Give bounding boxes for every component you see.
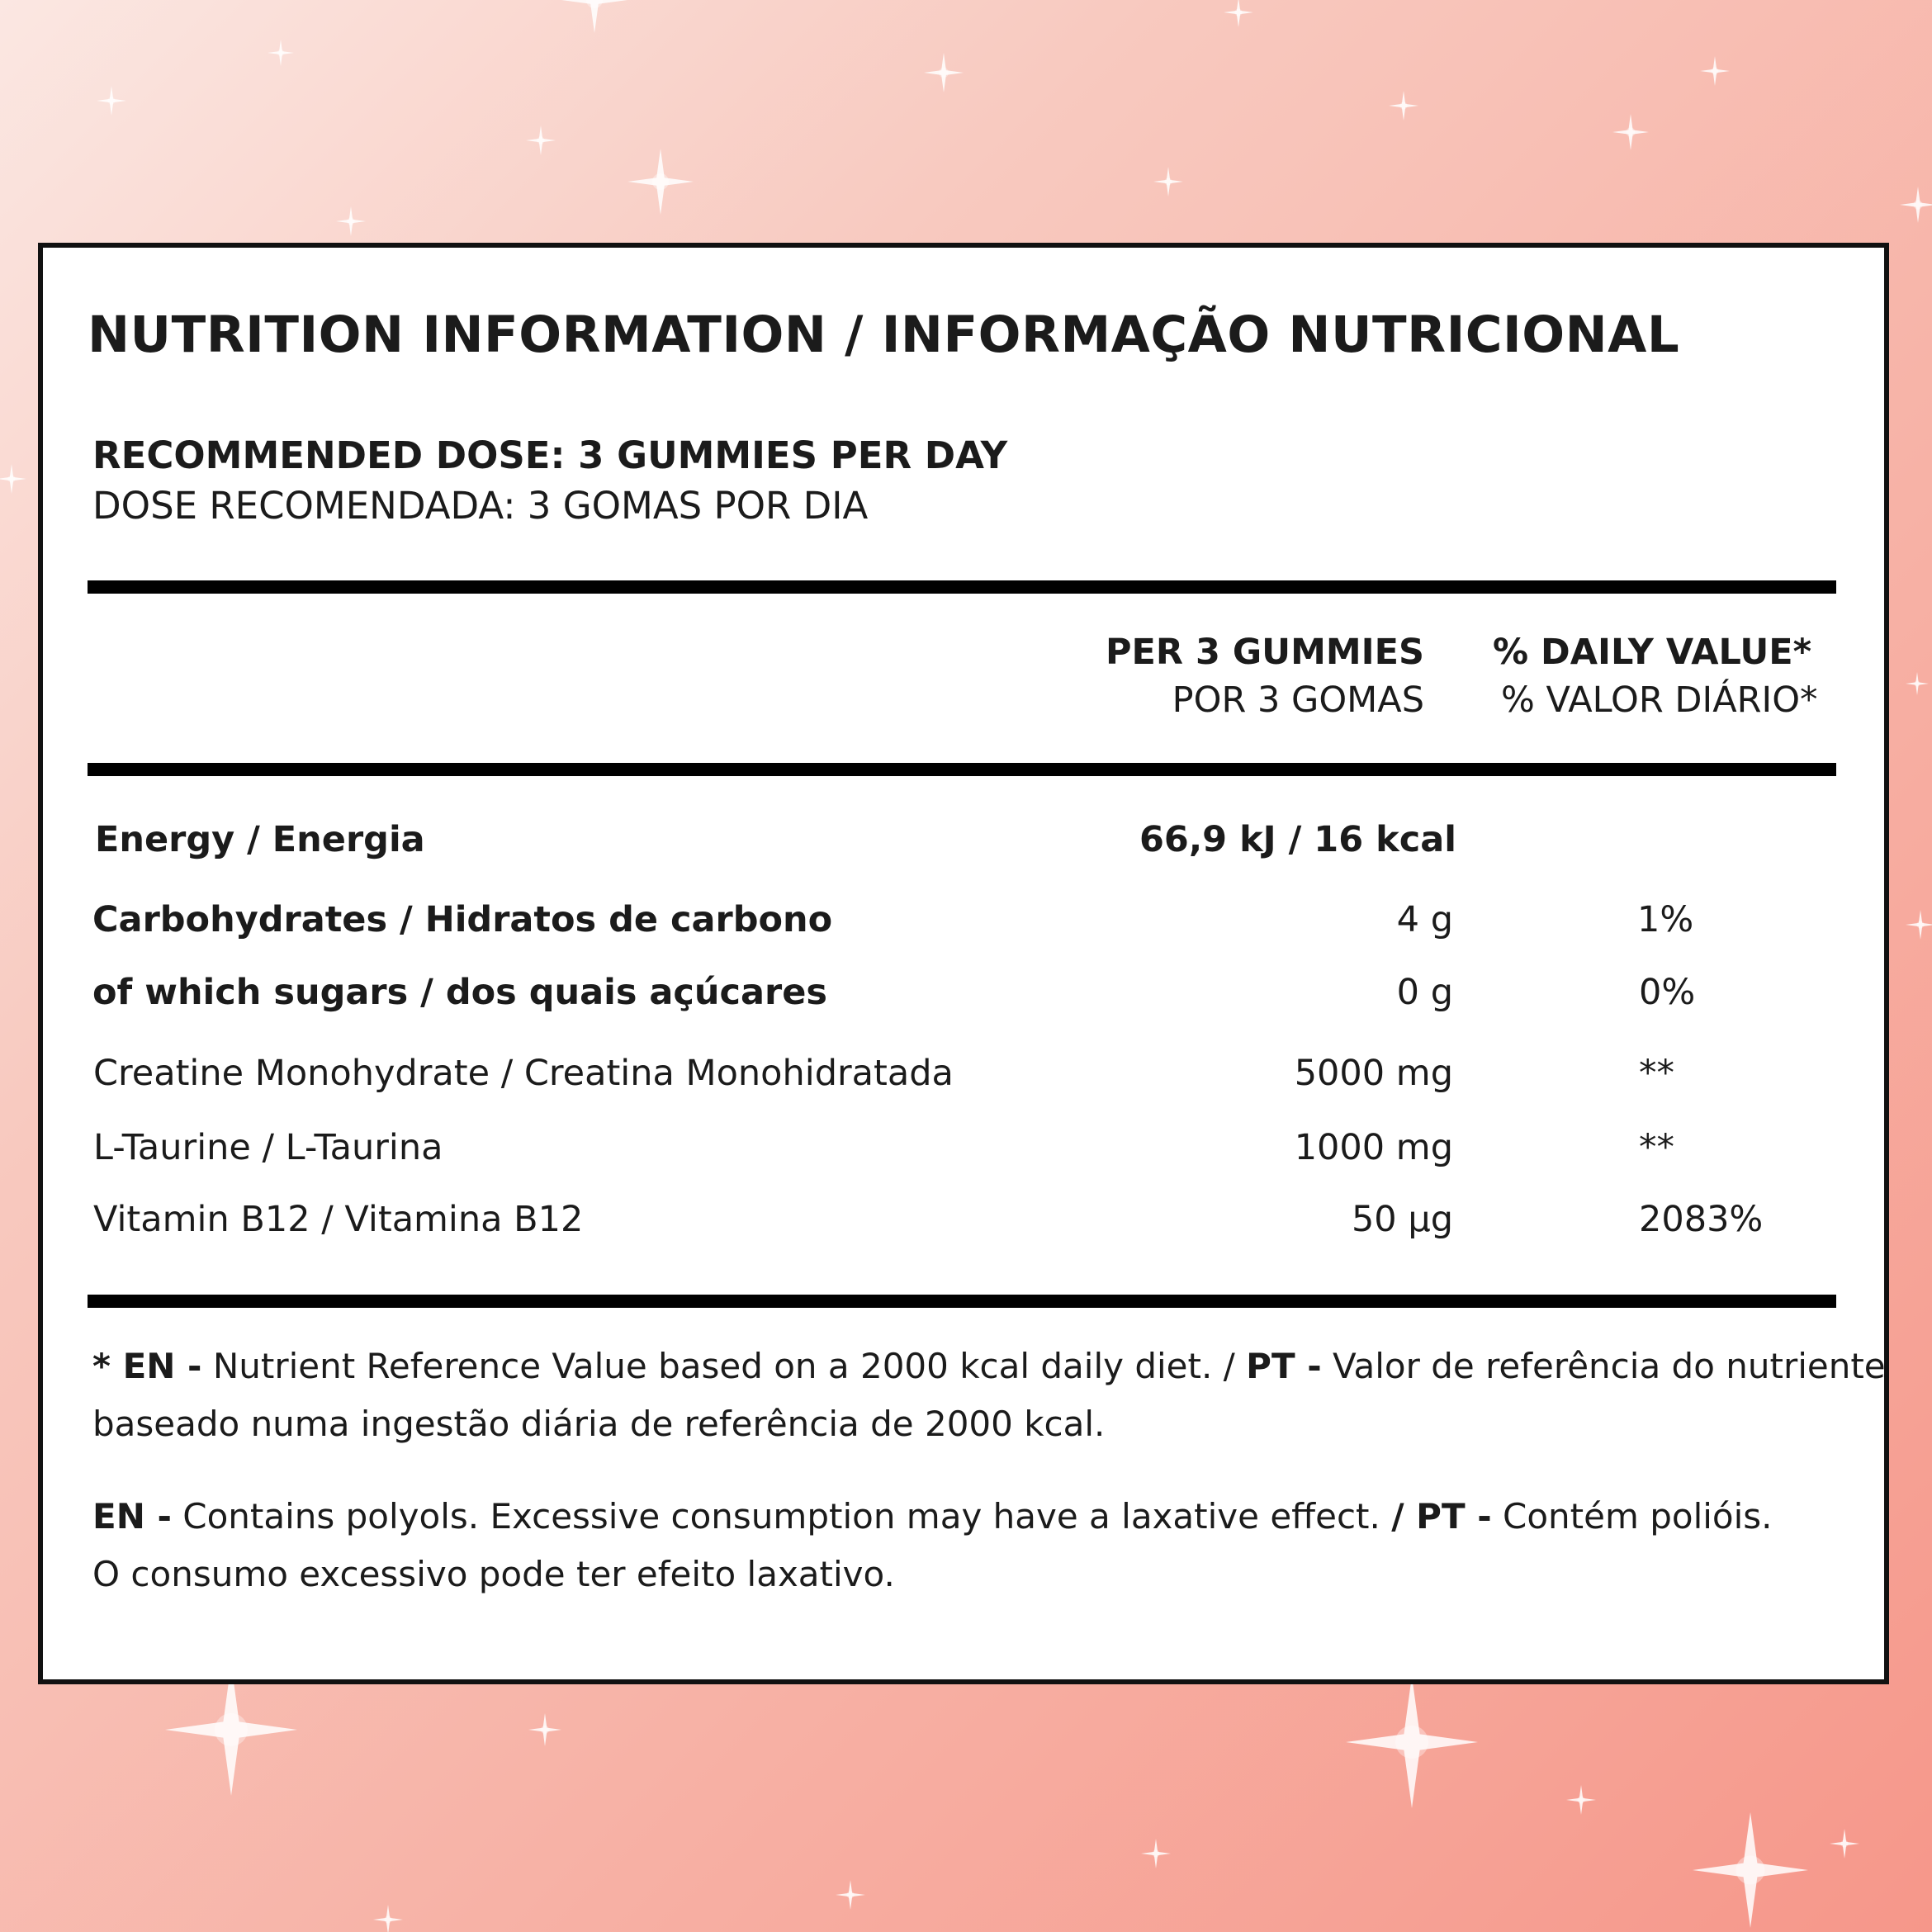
row-amount-vitamin-b12: 50 µg: [1351, 1199, 1453, 1240]
footnote-polyols-en-text: Contains polyols. Excessive consumption may have a laxative effect.: [171, 1496, 1392, 1537]
row-dv-carbohydrates: 1%: [1637, 899, 1694, 940]
recommended-dose-pt: DOSE RECOMENDADA: 3 GOMAS POR DIA: [92, 484, 869, 528]
footnote-nrv-pt-text-2: baseado numa ingestão diária de referência de 2000 kcal.: [92, 1404, 1106, 1444]
footnote-nrv-pt-text: Valor de referência do nutriente: [1321, 1346, 1886, 1386]
column-header-per-en: PER 3 GUMMIES: [1106, 632, 1424, 673]
column-header-dv-en: % DAILY VALUE*: [1493, 632, 1812, 673]
divider-middle: [88, 763, 1836, 776]
footnote-polyols-pt-text-2: O consumo excessivo pode ter efeito laxativo.: [92, 1554, 895, 1594]
row-amount-energy: 66,9 kJ / 16 kcal: [1139, 819, 1456, 860]
footnote-polyols-pt-text: Contém polióis.: [1491, 1496, 1773, 1537]
page-title: NUTRITION INFORMATION / INFORMAÇÃO NUTRICIONAL: [88, 305, 1680, 364]
row-dv-creatine: **: [1639, 1053, 1674, 1094]
footnote-nrv-en-text: Nutrient Reference Value based on a 2000 kcal daily diet. /: [201, 1346, 1247, 1386]
row-label-taurine: L-Taurine / L-Taurina: [93, 1127, 443, 1168]
row-label-carbohydrates: Carbohydrates / Hidratos de carbono: [92, 899, 833, 940]
row-amount-taurine: 1000 mg: [1294, 1127, 1453, 1168]
divider-top: [88, 580, 1836, 594]
row-label-sugars: of which sugars / dos quais açúcares: [92, 972, 828, 1013]
footnote-nrv: [92, 1338, 1886, 1453]
column-header-dv-pt: % VALOR DIÁRIO*: [1501, 680, 1818, 721]
divider-bottom: [88, 1295, 1836, 1308]
row-dv-taurine: **: [1639, 1127, 1674, 1168]
footnote-polyols: [92, 1488, 1773, 1603]
row-amount-sugars: 0 g: [1396, 972, 1453, 1013]
row-amount-carbohydrates: 4 g: [1396, 899, 1453, 940]
row-label-vitamin-b12: Vitamin B12 / Vitamina B12: [93, 1199, 584, 1240]
footnote-polyols-en-tag: EN -: [92, 1496, 172, 1537]
footnote-polyols-pt-tag: / PT -: [1391, 1496, 1492, 1537]
recommended-dose-en: RECOMMENDED DOSE: 3 GUMMIES PER DAY: [92, 433, 1008, 477]
footnote-nrv-en-tag: * EN -: [92, 1346, 202, 1386]
column-header-per-pt: POR 3 GOMAS: [1172, 680, 1424, 721]
row-dv-sugars: 0%: [1639, 972, 1696, 1013]
footnote-nrv-pt-tag: PT -: [1246, 1346, 1322, 1386]
row-label-energy: Energy / Energia: [95, 819, 425, 860]
row-amount-creatine: 5000 mg: [1294, 1053, 1453, 1094]
row-label-creatine: Creatine Monohydrate / Creatina Monohidratada: [93, 1053, 954, 1094]
row-dv-vitamin-b12: 2083%: [1639, 1199, 1764, 1240]
